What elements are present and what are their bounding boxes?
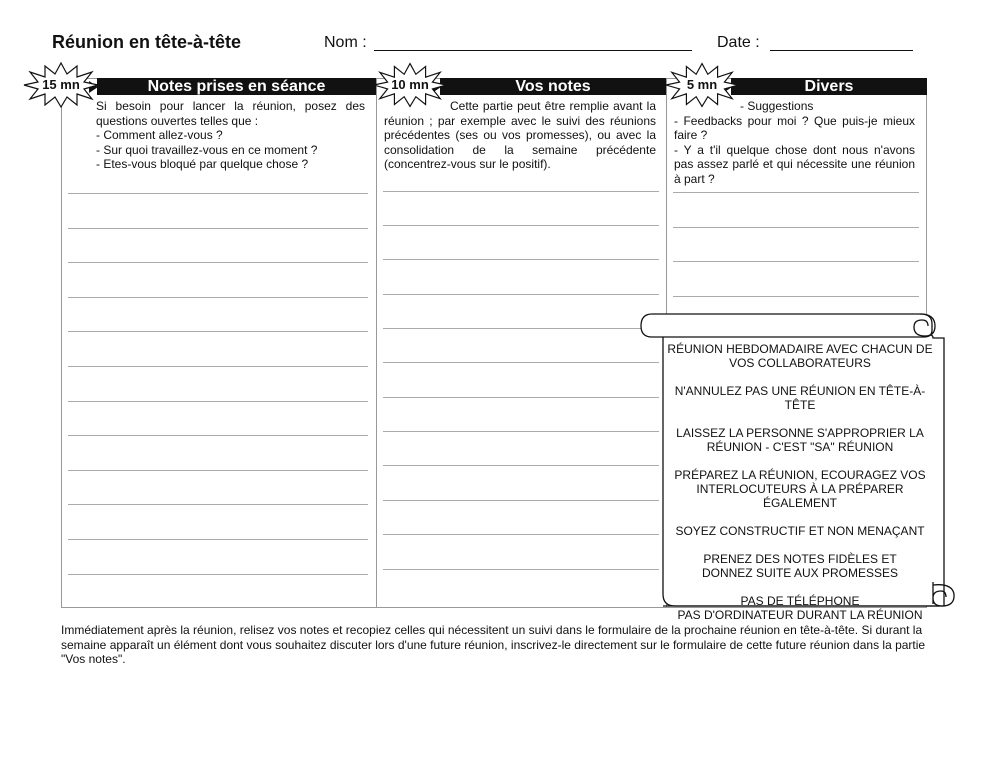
list-item: - Etes-vous bloqué par quelque chose ? [96,157,309,171]
scroll-rule: PRÉPAREZ LA RÉUNION, ECOURAGEZ VOS INTERLOCUTEURS À LA PRÉPARER ÉGALEMENT [674,468,926,510]
footer-note: Immédiatement après la réunion, relisez vos notes et recopiez celles qui nécessitent un suivi dans le formulaire de la prochaine réunion en tête-à-tête. Si durant la semaine apparaît un élément dont vous souhaitez discuter lors d'une future réunion, inscrivez-le directement sur le formulaire de cette future réunion dans la partie "Vos notes". [61,623,926,666]
scroll-rule: PRENEZ DES NOTES FIDÈLES ET DONNEZ SUITE AUX PROMESSES [701,552,899,580]
intro-text: Cette partie peut être remplie avant la réunion ; par exemple avec le suivi des réunions précédentes (ses ou vos promesses), ou avec la consolidation de la semaine précédente (concentrez-vous sur le positif). [384,99,656,171]
list-item: - Feedbacks pour moi ? Que puis-je mieux faire ? [674,113,915,142]
scroll-rules-list [667,342,933,636]
scroll-rule: SOYEZ CONSTRUCTIF ET NON MENAÇANT [675,524,925,538]
name-label: Nom : [324,34,367,51]
intro-text: Si besoin pour lancer la réunion, posez des questions ouvertes telles que : [96,99,365,128]
scroll-rule: RÉUNION HEBDOMADAIRE AVEC CHACUN DE VOS COLLABORATEURS [667,342,933,370]
list-item: - Suggestions [740,99,814,113]
page-title: Réunion en tête-à-tête [52,32,242,52]
duration-badge-1: 15 mn [42,77,80,92]
duration-badge-3: 5 mn [686,77,718,92]
list-item: - Y a t'il quelque chose dont nous n'avons pas assez parlé et qui nécessite une réunion à part ? [674,142,915,186]
scroll-rule: LAISSEZ LA PERSONNE S'APPROPRIER LA RÉUNION - C'EST "SA" RÉUNION [676,426,924,454]
list-item: - Sur quoi travaillez-vous en ce moment ? [96,142,318,157]
scroll-rule: N'ANNULEZ PAS UNE RÉUNION EN TÊTE-À-TÊTE [674,384,926,412]
list-item: - Comment allez-vous ? [96,128,223,142]
scroll-rule: PAS DE TÉLÉPHONE PAS D'ORDINATEUR DURANT LA RÉUNION [677,594,923,622]
column-3-heading: Divers [731,78,927,95]
column-1-heading: Notes prises en séance [97,78,376,95]
column-2-heading: Vos notes [440,78,666,95]
date-label: Date : [717,34,760,51]
duration-badge-2: 10 mn [391,77,429,92]
